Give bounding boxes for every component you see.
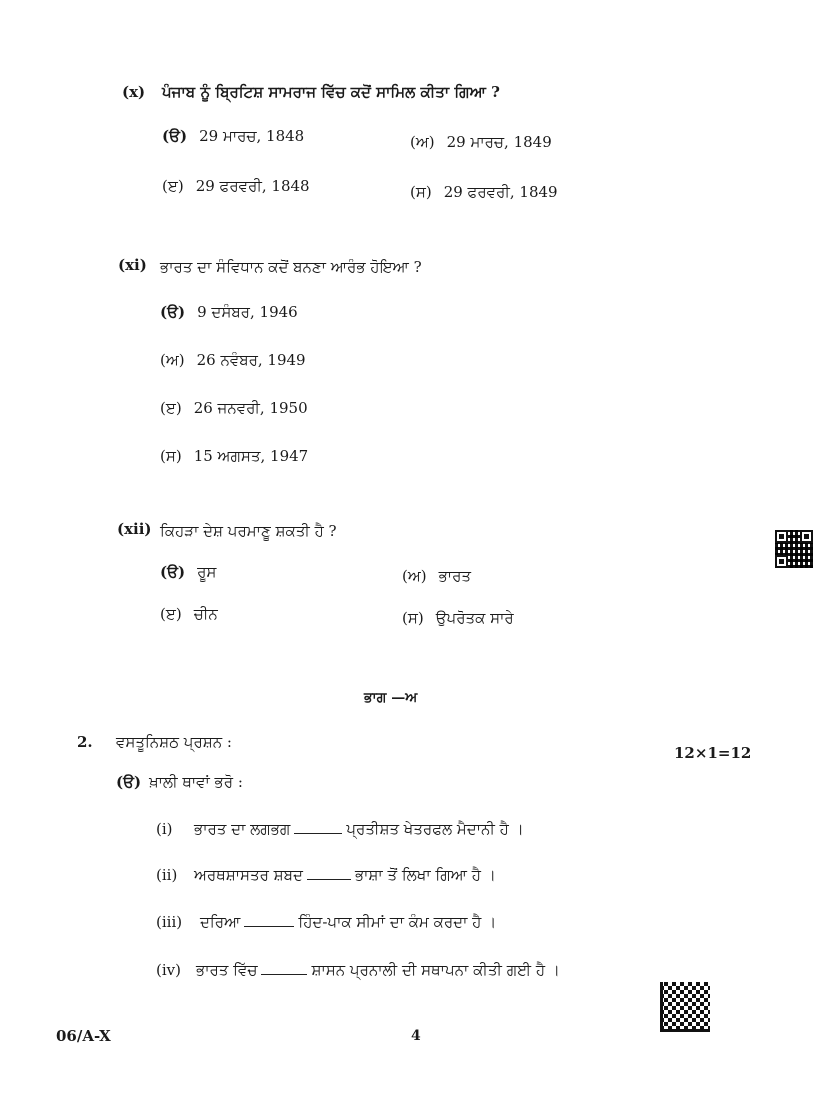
option-label: (ਸ) <box>402 609 424 627</box>
option-text: 29 ਫਰਵਰੀ, 1848 <box>195 177 310 195</box>
option-text: 29 ਫਰਵਰੀ, 1849 <box>443 183 558 201</box>
fill-text-after: ਹਿੰਦ-ਪਾਕ ਸੀਮਾਂ ਦਾ ਕੰਮ ਕਰਦਾ ਹੈ । <box>298 913 497 931</box>
option-text: ਉਪਰੋਤਕ ਸਾਰੇ <box>435 609 514 627</box>
option-label: (ਅ) <box>410 133 435 151</box>
fill-item-1 <box>156 820 524 838</box>
option-text: 15 ਅਗਸਤ, 1947 <box>193 447 309 465</box>
option-text: ਰੂਸ <box>197 563 217 581</box>
section-heading: ਭਾਗ —ਅ <box>364 690 418 706</box>
option-xi-c <box>160 399 308 417</box>
fill-number: (iii) <box>156 913 183 931</box>
fill-number: (i) <box>156 820 173 838</box>
question-xi-text: ਭਾਰਤ ਦਾ ਸੰਵਿਧਾਨ ਕਦੋਂ ਬਨਣਾ ਆਰੰਭ ਹੋਇਆ ? <box>160 258 422 276</box>
option-x-c <box>162 177 310 195</box>
page-number: 4 <box>411 1028 421 1044</box>
sub-section-label: (ੳ) <box>116 773 142 791</box>
fill-text-before: ਅਰਥਸ਼ਾਸਤਰ ਸ਼ਬਦ <box>194 866 303 884</box>
option-label: (ੳ) <box>162 127 188 145</box>
option-label: (ਅ) <box>160 351 185 369</box>
question-2-number: 2. <box>77 733 93 751</box>
marks-label: 12×1=12 <box>674 744 752 762</box>
option-label: (ੳ) <box>160 303 186 321</box>
qr-code <box>775 530 813 568</box>
option-text: ਭਾਰਤ <box>438 567 471 585</box>
fill-number: (ii) <box>156 866 178 884</box>
fill-text-before: ਭਾਰਤ ਦਾ ਲਗਭਗ <box>194 820 291 838</box>
option-text: 29 ਮਾਰਚ, 1848 <box>199 127 305 145</box>
option-x-b <box>410 133 552 151</box>
option-label: (ੲ) <box>160 605 182 623</box>
option-label: (ਸ) <box>410 183 432 201</box>
option-xii-d <box>402 609 514 627</box>
fill-item-2 <box>156 866 496 884</box>
fill-number: (iv) <box>156 961 181 979</box>
sub-section-a <box>116 773 243 791</box>
paper-code: 06/A-X <box>56 1027 111 1045</box>
blank-line <box>307 878 351 880</box>
question-xi-number: (xi) <box>118 256 147 274</box>
fill-text-after: ਪ੍ਰਤੀਸ਼ਤ ਖੇਤਰਫਲ ਮੈਦਾਨੀ ਹੈ । <box>346 820 524 838</box>
option-xii-a <box>160 563 216 581</box>
fill-text-before: ਭਾਰਤ ਵਿੱਚ <box>196 961 258 979</box>
option-text: 29 ਮਾਰਚ, 1849 <box>446 133 552 151</box>
fill-item-3 <box>156 913 496 931</box>
option-label: (ੲ) <box>160 399 182 417</box>
fill-text-before: ਦਰਿਆ <box>200 913 241 931</box>
blank-line <box>294 832 342 834</box>
option-label: (ਸ) <box>160 447 182 465</box>
fill-item-4 <box>156 961 560 979</box>
blank-line <box>261 973 307 975</box>
option-x-a <box>162 127 304 145</box>
option-xii-b <box>402 567 471 585</box>
option-text: ਚੀਨ <box>193 605 218 623</box>
question-xii-text: ਕਿਹੜਾ ਦੇਸ਼ ਪਰਮਾਣੂ ਸ਼ਕਤੀ ਹੈ ? <box>160 522 337 540</box>
question-x-number: (x) <box>122 83 146 101</box>
question-x-text: ਪੰਜਾਬ ਨੂੰ ਬ੍ਰਿਟਿਸ਼ ਸਾਮਰਾਜ ਵਿੱਚ ਕਦੋਂ ਸਾਮਿਲ ਕੀਤਾ ਗਿਆ ? <box>162 83 500 101</box>
fill-text-after: ਸ਼ਾਸਨ ਪ੍ਰਨਾਲੀ ਦੀ ਸਥਾਪਨਾ ਕੀਤੀ ਗਈ ਹੈ । <box>311 961 560 979</box>
option-xi-b <box>160 351 306 369</box>
option-text: 26 ਜਨਵਰੀ, 1950 <box>193 399 308 417</box>
question-2-title: ਵਸਤੂਨਿਸ਼ਠ ਪ੍ਰਸ਼ਨ : <box>116 733 232 751</box>
option-xii-c <box>160 605 218 623</box>
data-matrix-code <box>660 982 710 1032</box>
option-x-d <box>410 183 558 201</box>
option-xi-d <box>160 447 308 465</box>
option-text: 26 ਨਵੰਬਰ, 1949 <box>196 351 306 369</box>
sub-section-title: ਖ਼ਾਲੀ ਥਾਵਾਂ ਭਰੋ : <box>149 773 243 791</box>
option-label: (ੲ) <box>162 177 184 195</box>
blank-line <box>244 925 294 927</box>
option-label: (ੳ) <box>160 563 186 581</box>
option-text: 9 ਦਸੰਬਰ, 1946 <box>197 303 298 321</box>
fill-text-after: ਭਾਸ਼ਾ ਤੋਂ ਲਿਖਾ ਗਿਆ ਹੈ । <box>354 866 496 884</box>
option-label: (ਅ) <box>402 567 427 585</box>
question-xii-number: (xii) <box>117 520 152 538</box>
option-xi-a <box>160 303 298 321</box>
